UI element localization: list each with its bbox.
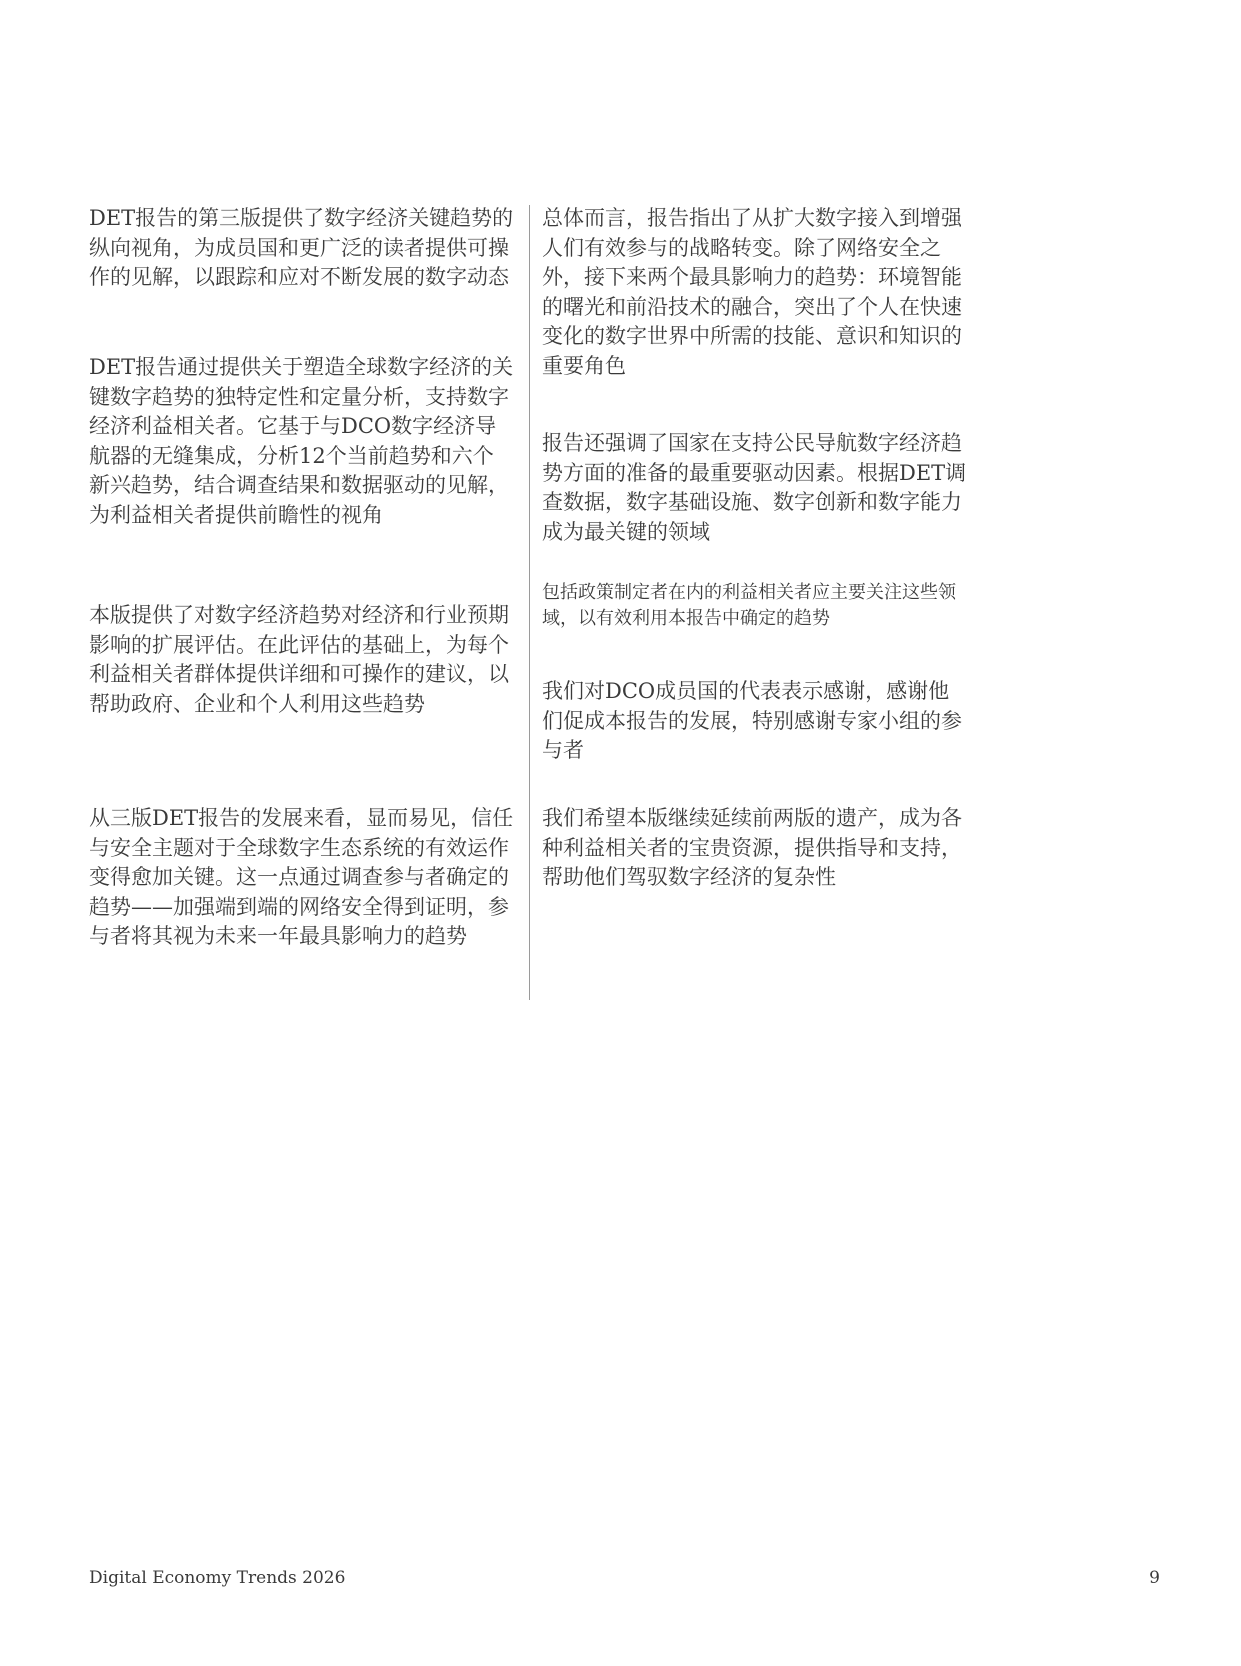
right-paragraph-2: 报告还强调了国家在支持公民导航数字经济趋势方面的准备的最重要驱动因素。根据DET调查数据，数字基础设施、数字创新和数字能力成为最关键的领域: [542, 431, 967, 544]
left-paragraph-1: DET报告的第三版提供了数字经济关键趋势的纵向视角，为成员国和更广泛的读者提供可操作的见解，以跟踪和应对不断发展的数字动态: [89, 206, 514, 289]
right-paragraph-3: 包括政策制定者在内的利益相关者应主要关注这些领域，以有效利用本报告中确定的趋势: [542, 582, 956, 629]
right-paragraph-1: 总体而言，报告指出了从扩大数字接入到增强人们有效参与的战略转变。除了网络安全之外，接下来两个最具影响力的趋势：环境智能的曙光和前沿技术的融合，突出了个人在快速变化的数字世界中所需的技能、意识和知识的重要角色: [542, 206, 962, 378]
page-number: 9: [1149, 1568, 1160, 1588]
left-paragraph-3: 本版提供了对数字经济趋势对经济和行业预期影响的扩展评估。在此评估的基础上，为每个利益相关者群体提供详细和可操作的建议，以帮助政府、企业和个人利用这些趋势: [89, 603, 509, 716]
footer-report-title: Digital Economy Trends 2026: [89, 1568, 346, 1588]
column-divider: [529, 205, 530, 1000]
left-paragraph-2: DET报告通过提供关于塑造全球数字经济的关键数字趋势的独特定性和定量分析，支持数字经济利益相关者。它基于与DCO数字经济导航器的无缝集成，分析12个当前趋势和六个新兴趋势，结合调查结果和数据驱动的见解，为利益相关者提供前瞻性的视角: [89, 355, 514, 527]
left-paragraph-4: 从三版DET报告的发展来看，显而易见，信任与安全主题对于全球数字生态系统的有效运作变得愈加关键。这一点通过调查参与者确定的趋势——加强端到端的网络安全得到证明，参与者将其视为未来一年最具影响力的趋势: [89, 806, 514, 948]
right-paragraph-5: 我们希望本版继续延续前两版的遗产，成为各种利益相关者的宝贵资源，提供指导和支持，帮助他们驾驭数字经济的复杂性: [542, 806, 962, 889]
right-paragraph-4: 我们对DCO成员国的代表表示感谢，感谢他们促成本报告的发展，特别感谢专家小组的参与者: [542, 679, 962, 762]
